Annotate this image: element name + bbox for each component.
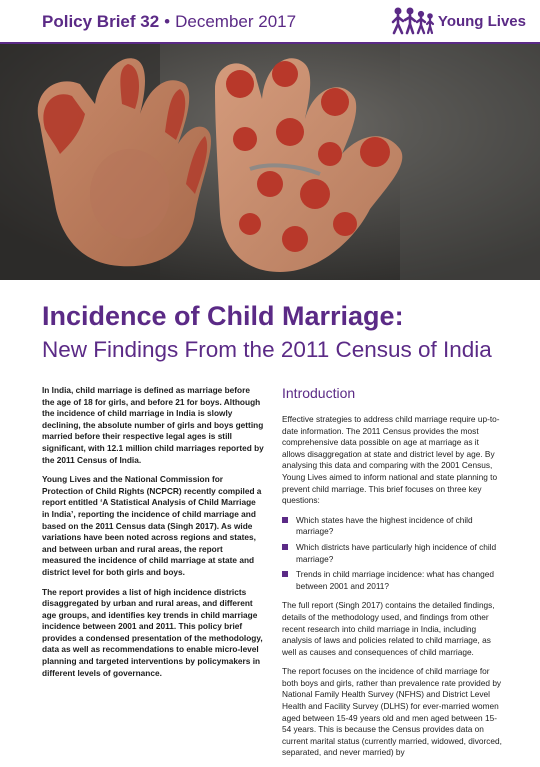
page-header [0, 0, 540, 44]
separator-dot: • [164, 12, 171, 31]
summary-paragraph: In India, child marriage is defined as marriage before the age of 18 for girls, and before 21 for boys. Although the incidence of child marriage in India is slowly declining, the absolute number of girls and boys getting married before their respective legal ages is still significant, with 12.1 million child marriages reported by the 2011 Census of India. [42, 385, 264, 465]
title-main: Incidence of Child Marriage: [42, 301, 404, 331]
document-title [42, 300, 522, 364]
key-questions-list [282, 515, 504, 593]
title-subtitle: New Findings From the 2011 Census of India [42, 337, 492, 362]
young-lives-logo[interactable] [390, 6, 526, 36]
summary-paragraph: The report provides a list of high incidence districts disaggregated by urban and rural areas, and different age groups, and identifies key trends in child marriage incidence between 2001 and 2011. This policy brief provides a condensed presentation of the methodology, data as well as recommendations to enable micro-level planning and targeted interventions by policymakers in different levels of governance. [42, 586, 263, 678]
list-item [282, 569, 504, 592]
hennaed-hands-photo [0, 44, 540, 280]
young-lives-figures-icon [390, 6, 436, 36]
brief-date: December 2017 [175, 12, 297, 31]
brief-series: Policy Brief 32 [42, 12, 160, 31]
body-paragraph: The full report (Singh 2017) contains the detailed findings, details of the methodology used, and findings from other recent research into child marriage in India, including analysis of laws and policies related to child marriage, as well as causes and consequences of child marriage. [282, 600, 495, 657]
brief-series-line [42, 12, 296, 32]
square-bullet-icon [282, 571, 288, 577]
introduction-paragraph: Effective strategies to address child marriage require up-to-date information. The 2011 Census provides the most comprehensive data possible on age at marriage as it allows disaggregation at state and district level by age. By analysing this data and comparing with the 2001 Census, Young Lives aimed to inform national and state planning to prevent child marriage. This brief focuses on three key questions: [282, 414, 500, 506]
square-bullet-icon [282, 544, 288, 550]
hero-illustration [0, 44, 540, 280]
introduction-heading: Introduction [282, 385, 356, 401]
summary-column [42, 385, 264, 687]
summary-paragraph: Young Lives and the National Commission for Protection of Child Rights (NCPCR) recently compiled a report entitled ‘A Statistical Analysis of Child Marriage in India’, reporting the incidence of child marriage and based on the 2011 Census data (Singh 2017). As wide variations have been noted across regions and states, and between urban and rural areas, the report measured the incidence of child marriage at state and district level for both girls and boys. [42, 474, 262, 577]
question-text: Trends in child marriage incidence: what has changed between 2001 and 2011? [296, 569, 495, 591]
list-item [282, 542, 504, 565]
question-text: Which districts have particularly high incidence of child marriage? [296, 541, 497, 564]
list-item [282, 515, 504, 538]
logo-text: Young Lives [437, 12, 526, 30]
introduction-column [282, 385, 504, 767]
square-bullet-icon [282, 517, 288, 523]
body-paragraph: The report focuses on the incidence of child marriage for both boys and girls, rather than prevalence rate provided by National Family Health Survey (NFHS) and District Level Health and Facility Survey (DLHS) for ever-married women aged between 15-49 years old and men aged between 15-54 years. This is because the Census provides data on current marital status (currently married, widowed, divorced, separated, and never married) by [282, 666, 502, 758]
question-text: Which states have the highest incidence of child marriage? [296, 514, 473, 537]
